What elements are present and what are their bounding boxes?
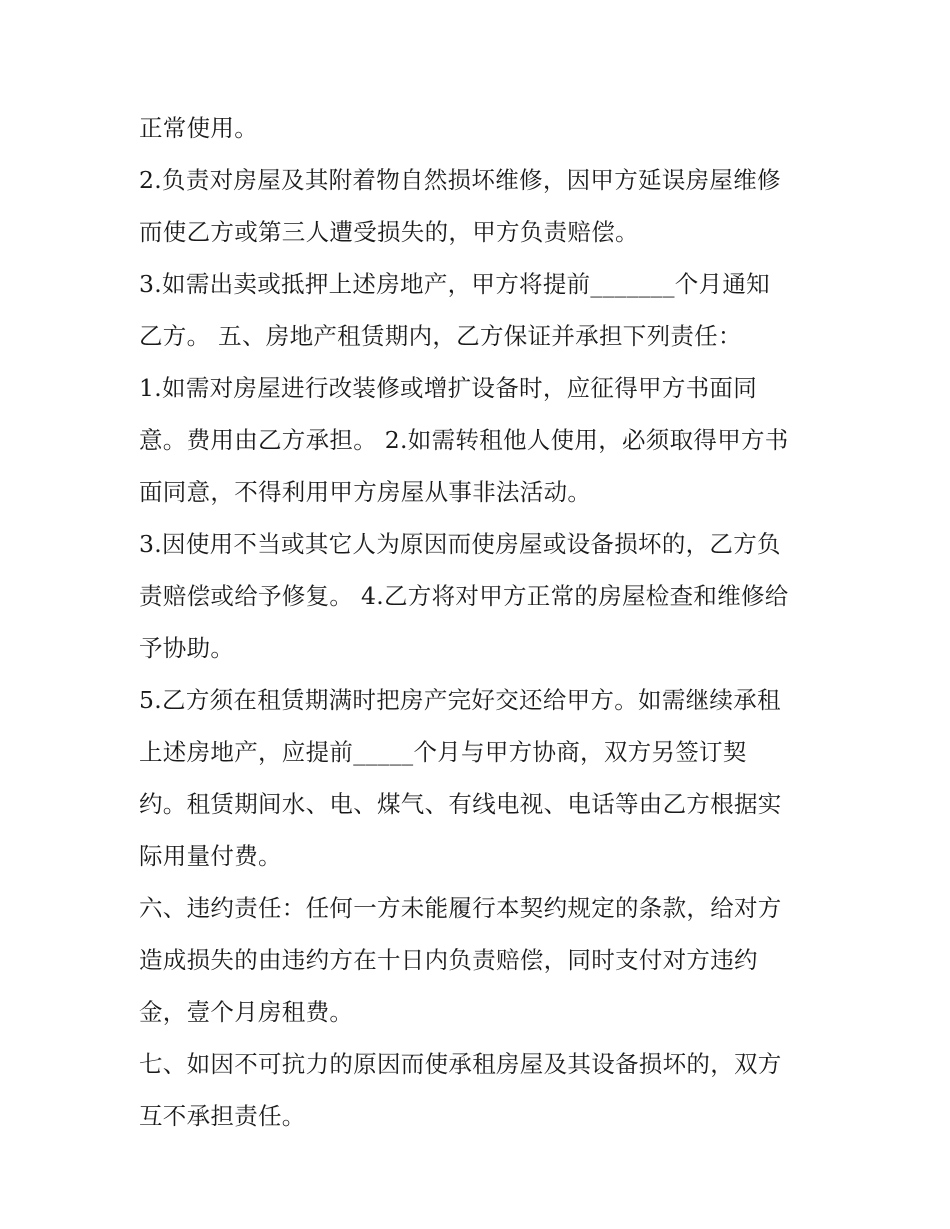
text-line-5: 乙方。 五、房地产租赁期内，乙方保证并承担下列责任：: [139, 322, 742, 350]
text-line-18: 金，壹个月房租费。: [139, 998, 354, 1026]
text-line-3: 而使乙方或第三人遭受损失的，甲方负责赔偿。: [139, 218, 639, 246]
text-line-16: 六、违约责任：任何一方未能履行本契约规定的条款，给对方: [139, 894, 782, 922]
text-line-1: 正常使用。: [139, 114, 258, 142]
text-line-7: 意。费用由乙方承担。 2.如需转租他人使用，必须取得甲方书: [139, 426, 789, 454]
text-line-17: 造成损失的由违约方在十日内负责赔偿，同时支付对方违约: [139, 946, 758, 974]
text-line-6: 1.如需对房屋进行改装修或增扩设备时，应征得甲方书面同: [139, 374, 758, 402]
text-line-10: 责赔偿或给予修复。 4.乙方将对甲方正常的房屋检查和维修给: [139, 582, 789, 610]
text-line-9: 3.因使用不当或其它人为原因而使房屋或设备损坏的，乙方负: [139, 530, 781, 558]
text-line-14: 约。租赁期间水、电、煤气、有线电视、电话等由乙方根据实: [139, 790, 782, 818]
text-line-11: 予协助。: [139, 634, 235, 662]
text-line-20: 互不承担责任。: [139, 1102, 306, 1130]
text-line-2: 2.负责对房屋及其附着物自然损坏维修，因甲方延误房屋维修: [139, 166, 781, 194]
contract-text: [139, 102, 829, 1142]
text-line-12: 5.乙方须在租赁期满时把房产完好交还给甲方。如需继续承租: [139, 686, 781, 714]
text-line-19: 七、如因不可抗力的原因而使承租房屋及其设备损坏的，双方: [139, 1050, 782, 1078]
text-line-13: 上述房地产，应提前_____个月与甲方协商，双方另签订契: [139, 738, 747, 766]
text-line-15: 际用量付费。: [139, 842, 282, 870]
text-line-4: 3.如需出卖或抵押上述房地产，甲方将提前_______个月通知: [139, 270, 770, 298]
text-line-8: 面同意，不得利用甲方房屋从事非法活动。: [139, 478, 592, 506]
